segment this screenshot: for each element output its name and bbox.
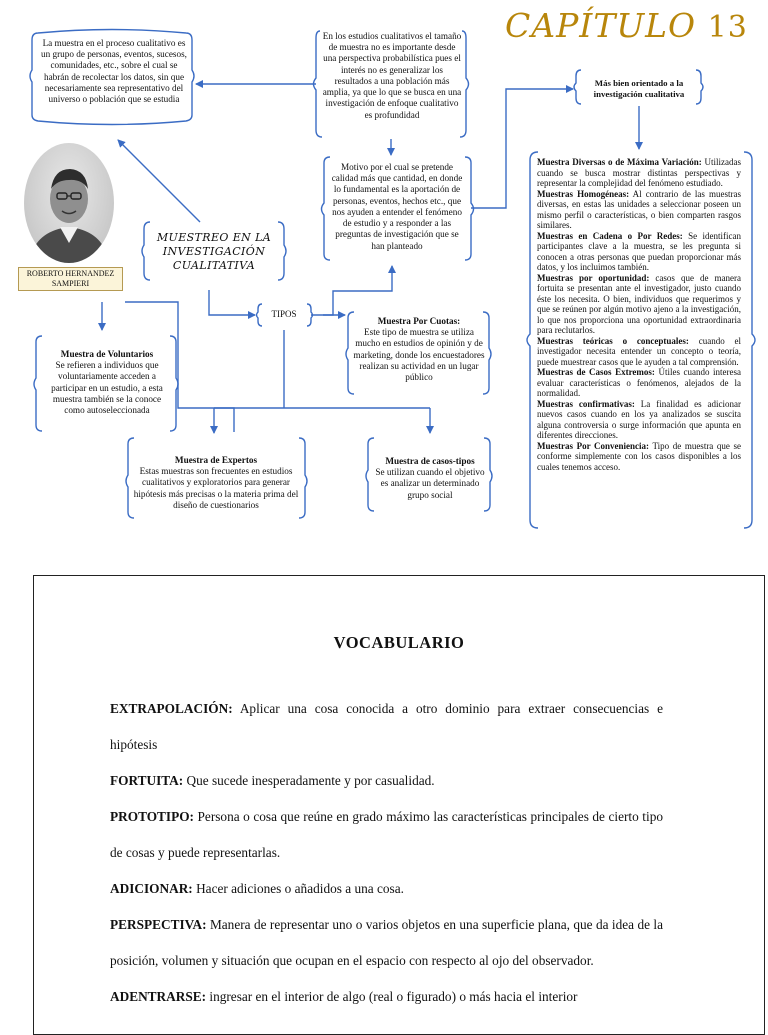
arrow-center-to-photo	[118, 140, 200, 222]
vocabulary-definition: Manera de representar uno o varios objetos en una superficie plana, que da idea de la posición, volumen y situación que ocupan en el espacio con respecto al ojo del observador.	[110, 917, 663, 968]
casos-tipo-node	[372, 456, 488, 501]
casos-tipo-text: Se utilizan cuando el objetivo es analizar un determinado grupo social	[375, 467, 485, 500]
person-portrait-icon	[24, 143, 114, 263]
list-item-text: Tipo de muestra que se conforme simplemente con los casos disponibles a los cuales tenemos acceso.	[537, 440, 741, 472]
list-item	[537, 189, 741, 231]
vocabulary-definition: ingresar en el interior de algo (real o figurado) o más hacia el interior	[206, 989, 578, 1004]
vocabulary-entry	[110, 799, 663, 871]
voluntarios-title: Muestra de Voluntarios	[60, 349, 154, 359]
chapter-word: CAPÍTULO	[505, 6, 697, 45]
list-item-term: Muestras en Cadena o Por Redes:	[537, 230, 683, 241]
tipos-label: TIPOS	[271, 309, 297, 319]
chapter-number: 13	[707, 10, 748, 45]
list-item	[537, 231, 741, 273]
vocabulary-definition: Aplicar una cosa conocida a otro dominio para extraer consecuencias e hipótesis	[110, 701, 663, 752]
voluntarios-node	[42, 349, 172, 416]
list-item	[537, 157, 741, 189]
vocabulary-term: PERSPECTIVA:	[110, 917, 207, 932]
list-item-text: cuando el investigador necesita entender un concepto o teoría, puede muestrear casos que le ayuden a tal comprensión.	[537, 335, 742, 367]
vocabulary-definition: Persona o cosa que reúne en grado máximo las características principales de cierto tipo de cosas y puede representarlas.	[110, 809, 663, 860]
vocabulary-list	[110, 691, 663, 1015]
list-item-term: Muestra Diversas o de Máxima Variación:	[537, 157, 702, 167]
list-item	[537, 273, 741, 336]
vocabulary-term: ADENTRARSE:	[110, 989, 207, 1004]
cuotas-text: Este tipo de muestra se utiliza mucho en estudios de opinión y de marketing, donde los encuestadores realizan su actividad en un lugar público	[353, 327, 485, 383]
author-photo	[24, 143, 114, 263]
expertos-node	[130, 455, 302, 511]
definition-node: La muestra en el proceso cualitativo es un grupo de personas, eventos, sucesos, comunidades, etc., sobre el cual se habrán de recolectar los datos, sin que necesariamente sea representativo del universo o población que se estudia	[41, 38, 187, 105]
list-item-text: La finalidad es adicionar nuevos casos cuando en los ya analizados se suscita alguna controversia o surge información que apunta en diferentes direcciones.	[537, 398, 741, 441]
reason-node: Motivo por el cual se pretende calidad más que cantidad, en donde lo fundamental es la aportación de personas, eventos, hechos etc., que nos ayuden a entender el fenómeno de estudio y a responder a las preguntas de investigación que se han planteado	[331, 162, 463, 251]
expertos-text: Estas muestras son frecuentes en estudios cualitativos y exploratorios para generar hipótesis más precisas o la materia prima del diseño de cuestionarios	[133, 466, 299, 510]
vocabulary-term: EXTRAPOLACIÓN:	[110, 701, 233, 716]
list-item-term: Muestras teóricas o conceptuales:	[537, 335, 689, 346]
author-caption: ROBERTO HERNANDEZ SAMPIERI	[18, 267, 123, 291]
arrow-tipos-to-reason	[323, 266, 392, 315]
list-item-text: Al contrario de las muestras diversas, en estas las unidades a seleccionar poseen un mismo perfil o características, o bien comparten rasgos similares.	[537, 188, 741, 231]
vocabulary-entry	[110, 907, 663, 979]
list-item-term: Muestras Homogéneas:	[537, 188, 630, 199]
orientation-node: Más bien orientado a la investigación cualitativa	[593, 78, 685, 99]
list-item-term: Muestras Por Conveniencia:	[537, 440, 650, 451]
vocabulary-definition: Que sucede inesperadamente y por casualidad.	[183, 773, 435, 788]
vocabulary-entry	[110, 691, 663, 763]
vocabulary-title: VOCABULARIO	[333, 633, 465, 652]
vocabulary-term: FORTUITA:	[110, 773, 184, 788]
center-title: MUESTREO EN LA INVESTIGACIÓN CUALITATIVA	[156, 231, 272, 273]
sample-size-node: En los estudios cualitativos el tamaño de muestra no es importante desde una perspectiva probabilística pues el interés no es generalizar los resultados a una población más amplia, ya que lo que se busca en una investigación de enfoque cualitativo es profundidad	[322, 31, 462, 120]
cuotas-title: Muestra Por Cuotas:	[377, 316, 461, 326]
cuotas-node	[353, 316, 485, 383]
list-item-term: Muestras confirmativas:	[537, 398, 635, 409]
arrow-center-to-tipos	[209, 290, 255, 315]
list-item-text: Útiles cuando interesa evaluar características o fenómenos, alejados de la normalidad.	[537, 367, 741, 399]
list-item-term: Muestras de Casos Extremos:	[537, 367, 655, 378]
list-item-text: Se identifican participantes clave a la muestra, se les pregunta si conocen a otras personas que puedan proporcionar más datos, y los incluimos también.	[537, 230, 742, 273]
list-item-text: Utilizadas cuando se busca mostrar distintas perspectivas y representar la complejidad del fenómeno estudiado.	[537, 157, 741, 189]
list-item-text: casos que de manera fortuita se presentan ante el investigador, justo cuando éste los necesita. O bien, individuos que requerimos y que se reúnen por algún motivo ajeno a la investigación, lo que nos proporciona una oportunidad extraordinaria para reclutarlos.	[537, 272, 741, 336]
voluntarios-text: Se refieren a individuos que voluntariamente acceden a participar en un estudio, a esta muestra también se la conoce como autoseleccionada	[51, 360, 163, 416]
list-item	[537, 399, 741, 441]
list-item-term: Muestras por oportunidad:	[537, 272, 650, 283]
expertos-title: Muestra de Expertos	[174, 455, 258, 465]
vocabulary-entry	[110, 979, 663, 1015]
vocabulary-entry	[110, 871, 663, 907]
vocabulary-term: ADICIONAR:	[110, 881, 193, 896]
vocabulary-definition: Hacer adiciones o añadidos a una cosa.	[192, 881, 404, 896]
vocabulary-entry	[110, 763, 663, 799]
list-item	[537, 336, 741, 368]
vocabulary-term: PROTOTIPO:	[110, 809, 194, 824]
list-item	[537, 367, 741, 399]
sample-types-list	[537, 157, 741, 472]
casos-tipo-title: Muestra de casos-tipos	[385, 456, 475, 466]
vocabulary-box	[33, 575, 765, 1035]
list-item	[537, 441, 741, 473]
